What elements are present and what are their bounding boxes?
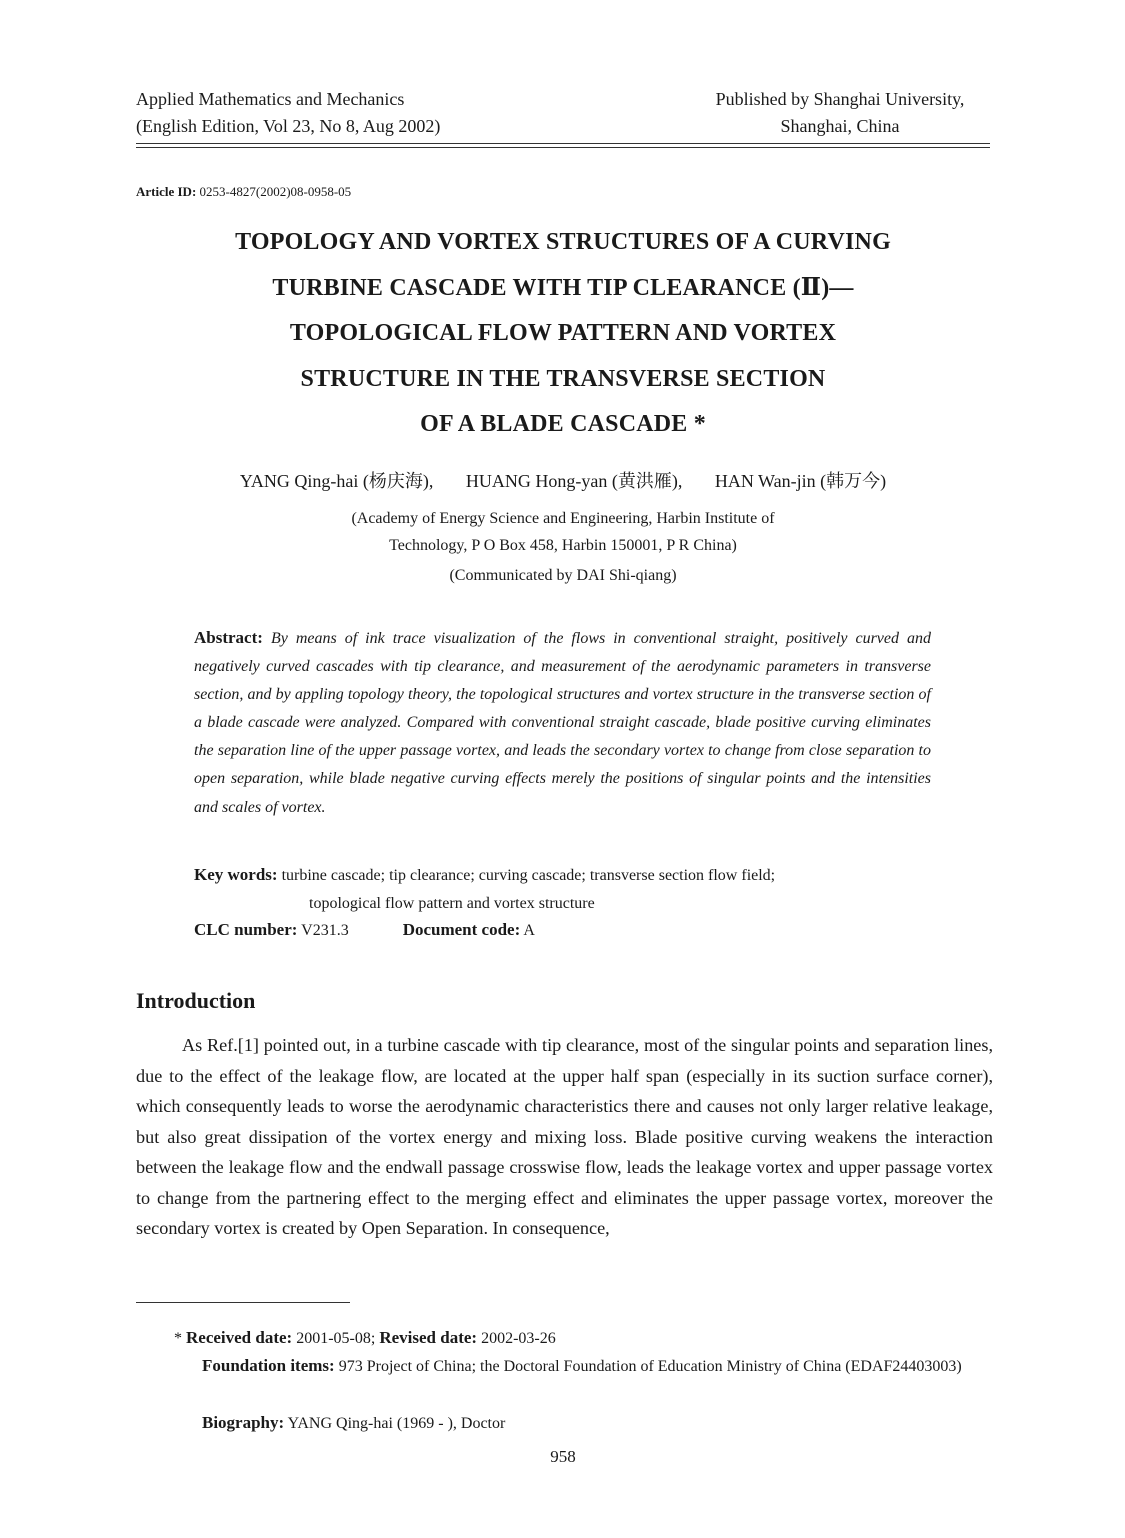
clc-value: V231.3: [301, 922, 349, 939]
title-line: OF A BLADE CASCADE *: [420, 411, 706, 437]
paper-title: [136, 220, 990, 448]
keywords-label: Key words:: [194, 865, 278, 884]
title-line: TOPOLOGICAL FLOW PATTERN AND VORTEX: [289, 320, 837, 346]
journal-header: [136, 86, 440, 140]
author: HAN Wan-jin (韩万今): [714, 471, 887, 491]
received-label: Received date:: [186, 1328, 293, 1347]
classification: [194, 920, 535, 940]
footnote-foundation: [136, 1352, 993, 1380]
publisher-header: [690, 86, 990, 140]
foundation-label: Foundation items:: [202, 1356, 335, 1375]
header-rule-top: [136, 143, 990, 144]
journal-edition: (English Edition, Vol 23, No 8, Aug 2002): [136, 116, 441, 136]
doc-code-value: A: [523, 922, 535, 939]
author: YANG Qing-hai (杨庆海),: [239, 471, 434, 491]
biography-label: Biography:: [202, 1413, 285, 1432]
received-date: 2001-05-08;: [296, 1330, 376, 1347]
abstract: [194, 624, 931, 822]
footnote-biography: [136, 1409, 993, 1437]
clc-label: CLC number:: [194, 920, 298, 939]
affiliation-line: (Academy of Energy Science and Engineering, Harbin Institute of: [351, 510, 775, 527]
header-rule-bottom: [136, 147, 990, 148]
journal-name: Applied Mathematics and Mechanics: [136, 89, 405, 109]
affiliation-line: Technology, P O Box 458, Harbin 150001, P R China): [389, 537, 737, 554]
keywords: [194, 861, 944, 918]
abstract-text: By means of ink trace visualization of the flows in conventional straight, positively curved and negatively curved cascades with tip clearance, and measurement of the aerodynamic parameters in transverse section, and by appling topology theory, the topological structures and vortex structure in the transverse section of a blade cascade were analyzed. Compared with conventional straight cascade, blade positive curving eliminates the separation line of the upper passage vortex, and leads the secondary vortex to change from close separation to open separation, while blade negative curving effects merely the positions of singular points and the intensities and scales of vortex.: [194, 630, 932, 816]
footnote-rule: [136, 1302, 350, 1303]
footnote-star: *: [174, 1330, 182, 1347]
revised-label: Revised date:: [379, 1328, 478, 1347]
keywords-line: topological flow pattern and vortex structure: [309, 895, 595, 912]
revised-date: 2002-03-26: [481, 1330, 556, 1347]
doc-code-label: Document code:: [402, 920, 521, 939]
introduction-paragraph: As Ref.[1] pointed out, in a turbine cascade with tip clearance, most of the singular points and separation lines, due to the effect of the leakage flow, are located at the upper half span (especially in its suction surface corner), which consequently leads to worse the aerodynamic characteristics there and causes not only larger relative leakage, but also great dissipation of the vortex energy and mixing loss. Blade positive curving weakens the interaction between the leakage flow and the endwall passage crosswise flow, leads the leakage vortex and upper passage vortex to change from the partnering effect to the merging effect and eliminates the upper passage vortex, moreover the secondary vortex is created by Open Separation. In consequence,: [136, 1035, 993, 1238]
article-id-label: Article ID:: [136, 184, 197, 199]
affiliation: [136, 505, 990, 559]
foundation-text: 973 Project of China; the Doctoral Foundation of Education Ministry of China (EDAF24403003): [338, 1358, 962, 1375]
abstract-label: Abstract:: [194, 628, 263, 647]
author-list: [136, 467, 990, 493]
title-line: STRUCTURE IN THE TRANSVERSE SECTION: [300, 365, 826, 392]
title-line: TURBINE CASCADE WITH TIP CLEARANCE (Ⅱ)—: [272, 274, 854, 301]
footnote-dates: [136, 1324, 993, 1352]
keywords-line: turbine cascade; tip clearance; curving cascade; transverse section flow field;: [281, 867, 776, 884]
article-id-value: 0253-4827(2002)08-0958-05: [199, 184, 352, 199]
biography-text: YANG Qing-hai (1969 - ), Doctor: [287, 1415, 506, 1432]
title-line: TOPOLOGY AND VORTEX STRUCTURES OF A CURVING: [235, 229, 891, 255]
article-id: [136, 184, 351, 200]
page-number: 958: [550, 1447, 576, 1466]
section-heading: Introduction: [136, 988, 256, 1013]
author: HUANG Hong-yan (黄洪雁),: [465, 471, 683, 491]
communicated-by: (Communicated by DAI Shi-qiang): [449, 567, 677, 584]
publisher-location: Shanghai, China: [780, 116, 900, 136]
publisher-name: Published by Shanghai University,: [715, 89, 965, 109]
